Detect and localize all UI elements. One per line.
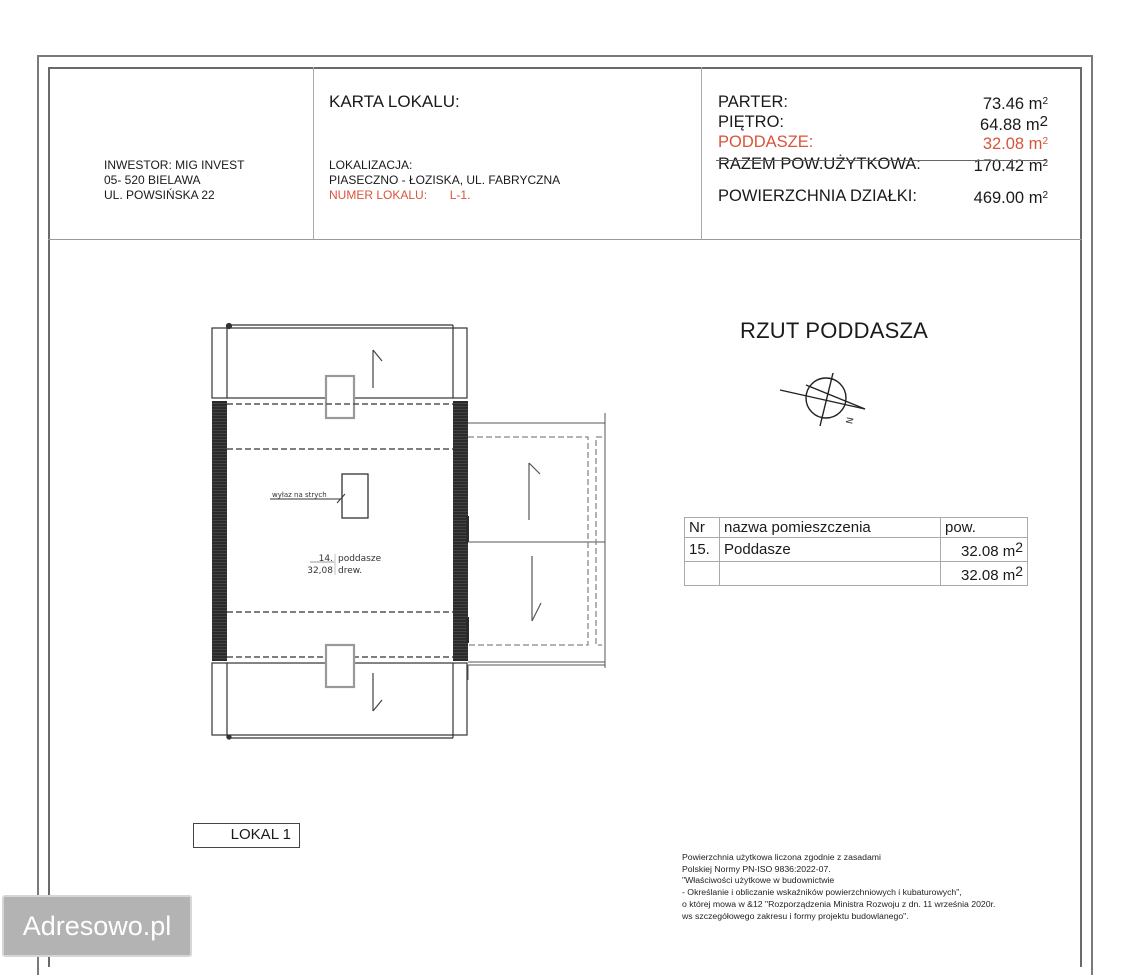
area-label: PODDASZE:	[718, 133, 814, 151]
slope-arrow-up	[373, 350, 382, 388]
room-table-header	[685, 518, 1028, 538]
room-number-label: 14.	[318, 554, 333, 564]
watermark-badge[interactable]: Adresowo.pl	[2, 895, 192, 957]
cell-area: 32.08 $m^2$	[941, 562, 1028, 586]
room-name-label: poddasze	[338, 554, 382, 564]
note-line: Powierzchnia użytkowa liczona zgodnie z zasadami	[682, 852, 881, 862]
plan-title: RZUT PODDASZA	[740, 318, 928, 343]
unit-number-value: L-1.	[449, 188, 471, 202]
investor-name: INWESTOR: MIG INVEST	[104, 158, 245, 172]
cell-name: Poddasze	[720, 538, 941, 562]
note-line: - Określanie i obliczanie wskaźników powierzchniowych i kubaturowych",	[682, 887, 962, 898]
unit-label-box: LOKAL 1	[193, 823, 300, 848]
header-nr: Nr	[685, 518, 720, 538]
ceiling-lines	[227, 404, 453, 657]
room-area-label: 32,08	[307, 566, 333, 576]
roof-window-top	[326, 376, 354, 418]
wall-right	[453, 401, 468, 661]
card-title: KARTA LOKALU:	[329, 92, 460, 111]
cell-nr	[685, 562, 720, 586]
investor-street: UL. POWSIŃSKA 22	[104, 188, 215, 202]
area-value: 469.00 $m^2$	[973, 189, 1048, 207]
note-line: ws szczegółowego zakresu i formy projektu budowlanego".	[682, 910, 909, 921]
north-label: N	[845, 416, 857, 426]
slope-arrow-down	[373, 673, 382, 711]
attic-access-label: wyłaz na strych	[272, 491, 327, 499]
cell-area: 32.08 $m^2$	[941, 538, 1028, 562]
area-value: 32.08 $m^2$	[982, 135, 1048, 153]
attic-hatch	[342, 474, 368, 518]
location-label: LOKALIZACJA:	[329, 158, 413, 172]
investor-postal: 05- 520 BIELAWA	[104, 173, 201, 187]
cell-nr: 15.	[685, 538, 720, 562]
area-value: 170.42 $m^2$	[973, 157, 1048, 175]
unit-number-label: NUMER LOKALU:	[329, 188, 428, 202]
area-label: POWIERZCHNIA DZIAŁKI:	[718, 187, 917, 205]
area-label: PARTER:	[718, 93, 788, 111]
note-line: Polskiej Normy PN-ISO 9836:2022-07.	[682, 863, 831, 874]
area-label: PIĘTRO:	[718, 113, 785, 131]
header-name: nazwa pomieszczenia	[720, 518, 941, 538]
wall-left	[212, 401, 227, 661]
location-value: PIASECZNO - ŁOZISKA, UL. FABRYCZNA	[329, 173, 561, 187]
annex-roof	[468, 413, 605, 680]
area-value: 64.88 $m^2$	[980, 113, 1048, 134]
room-table	[684, 517, 1028, 586]
note-line: "Właściwości użytkowe w budownictwie	[682, 875, 835, 886]
cell-name	[720, 562, 941, 586]
note-line: o której mowa w &12 "Rozporządzenia Ministra Rozwoju z dn. 11 września 2020r.	[682, 898, 996, 909]
header-area: pow.	[941, 518, 1028, 538]
table-row	[685, 538, 1028, 562]
area-label: RAZEM POW.UŻYTKOWA:	[718, 155, 921, 173]
roof-window-bottom	[326, 645, 354, 687]
room-floor-label: drew.	[338, 566, 363, 576]
area-value: 73.46 $m^2$	[982, 95, 1048, 113]
area-calculation-note	[682, 852, 995, 922]
table-row-total	[685, 562, 1028, 586]
